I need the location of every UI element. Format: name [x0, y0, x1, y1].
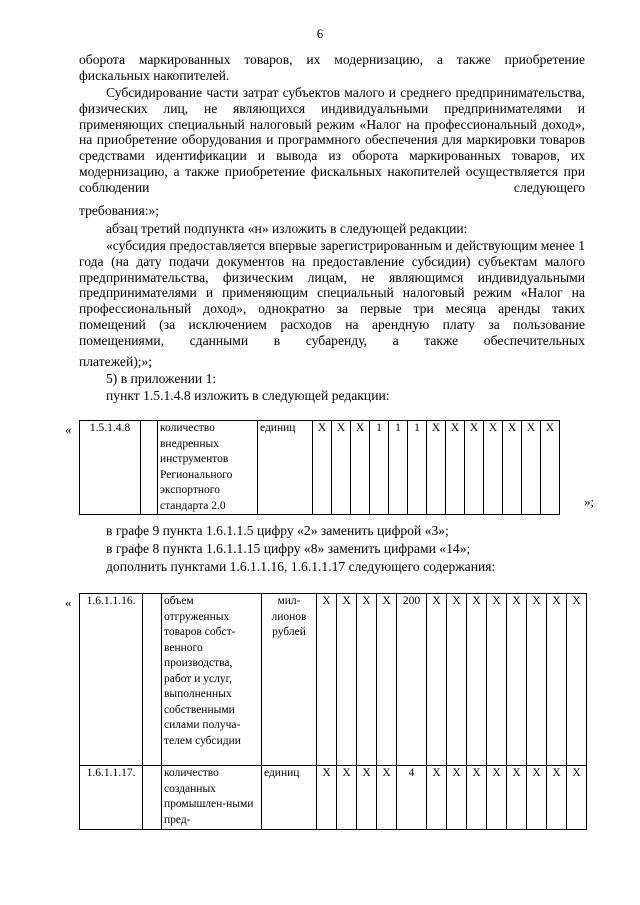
- value-cell: 1: [389, 421, 408, 515]
- row-unit: единиц: [262, 766, 317, 830]
- value-cell: Х: [427, 594, 447, 766]
- value-cell: Х: [337, 766, 357, 830]
- value-cell: Х: [317, 766, 337, 830]
- value-cell: Х: [427, 766, 447, 830]
- value-cell: 4: [397, 766, 427, 830]
- value-cell: Х: [337, 594, 357, 766]
- value-cell: Х: [332, 421, 351, 515]
- value-cell: Х: [317, 594, 337, 766]
- table-row: [80, 594, 587, 766]
- paragraph-9: дополнить пунктами 1.6.1.1.16, 1.6.1.1.17 следующего содержания:: [106, 559, 496, 574]
- paragraph-7: в графе 9 пункта 1.6.1.1.5 цифру «2» заменить цифрой «3»;: [106, 523, 449, 538]
- value-cell: Х: [447, 766, 467, 830]
- value-cell: Х: [357, 766, 377, 830]
- value-cell: Х: [465, 421, 484, 515]
- value-cell: Х: [467, 766, 487, 830]
- value-cell: Х: [313, 421, 332, 515]
- row-number: 1.6.1.1.17.: [80, 766, 143, 830]
- paragraph-2-end: требования:»;: [79, 203, 160, 218]
- value-cell: Х: [447, 594, 467, 766]
- value-cell: Х: [377, 594, 397, 766]
- value-cell: Х: [527, 766, 547, 830]
- value-cell: Х: [507, 594, 527, 766]
- row-description: объем отгруженных товаров собст-венного производства, работ и услуг, выполненных собственными силами получа-телем субсидии: [162, 594, 262, 766]
- empty-cell: [141, 421, 158, 515]
- paragraph-4-end: платежей);»;: [79, 354, 153, 369]
- empty-cell: [143, 766, 162, 830]
- value-cell: Х: [487, 594, 507, 766]
- value-cell: Х: [357, 594, 377, 766]
- value-cell: Х: [377, 766, 397, 830]
- value-cell: Х: [507, 766, 527, 830]
- value-cell: Х: [427, 421, 446, 515]
- value-cell: Х: [547, 766, 567, 830]
- value-cell: Х: [503, 421, 522, 515]
- value-cell: Х: [467, 594, 487, 766]
- close-quote-1: »;: [584, 494, 595, 509]
- value-cell: Х: [522, 421, 541, 515]
- open-quote-1: «: [65, 422, 72, 437]
- paragraph-5: 5) в приложении 1:: [106, 371, 217, 386]
- row-description: количество созданных промышлен-ными пред-: [162, 766, 262, 830]
- paragraph-1: оборота маркированных товаров, их модернизацию, а также приобретение: [79, 52, 585, 67]
- row-description: количество внедренных инструментов Регионального экспортного стандарта 2.0: [158, 421, 258, 515]
- paragraph-4: «субсидия предоставляется впервые зарегистрированным и действующим менее 1 года (на дату подачи документов на предоставление субсидии) субъектам малого предпринимательства, физическим лицам, не являющимся индивидуальными предпринимателями и применяющим специальный налоговый режим «Налог на профессиональный доход», однократно за первые три месяца аренды таких помещений (за исключением расходов на арендную плату за пользование помещениями, сданными в субаренду, а также обеспечительных: [79, 238, 585, 348]
- row-number: 1.5.1.4.8: [80, 421, 141, 515]
- table-1: [79, 420, 560, 515]
- row-unit: мил-лионов рублей: [262, 594, 317, 766]
- value-cell: 1: [370, 421, 389, 515]
- row-number: 1.6.1.1.16.: [80, 594, 143, 766]
- page-number: 6: [316, 26, 324, 41]
- value-cell: Х: [487, 766, 507, 830]
- value-cell: Х: [567, 594, 587, 766]
- paragraph-2: Субсидирование части затрат субъектов малого и среднего предпринимательства, физических лиц, не являющихся индивидуальными предпринимателями и применяющих специальный налоговый режим «Налог на профессиональный доход», на приобретение оборудования и программного обеспечения для маркировки товаров средствами идентификации и вывода из оборота маркированных товаров, их модернизацию, а также приобретение фискальных накопителей осуществляется при соблюдении следующего: [79, 85, 585, 195]
- value-cell: Х: [351, 421, 370, 515]
- value-cell: Х: [547, 594, 567, 766]
- table-row: [80, 421, 560, 515]
- paragraph-8: в графе 8 пункта 1.6.1.1.15 цифру «8» заменить цифрами «14»;: [106, 541, 471, 556]
- paragraph-6: пункт 1.5.1.4.8 изложить в следующей редакции:: [106, 388, 390, 403]
- value-cell: Х: [446, 421, 465, 515]
- open-quote-2: «: [65, 595, 72, 610]
- value-cell: Х: [567, 766, 587, 830]
- table-2: [79, 593, 587, 830]
- paragraph-3: абзац третий подпункта «н» изложить в следующей редакции:: [106, 221, 468, 236]
- value-cell: Х: [541, 421, 560, 515]
- value-cell: Х: [484, 421, 503, 515]
- empty-cell: [143, 594, 162, 766]
- value-cell: Х: [527, 594, 547, 766]
- paragraph-1-end: фискальных накопителей.: [79, 68, 230, 83]
- row-unit: единиц: [258, 421, 313, 515]
- table-row: [80, 766, 587, 830]
- value-cell: 200: [397, 594, 427, 766]
- value-cell: 1: [408, 421, 427, 515]
